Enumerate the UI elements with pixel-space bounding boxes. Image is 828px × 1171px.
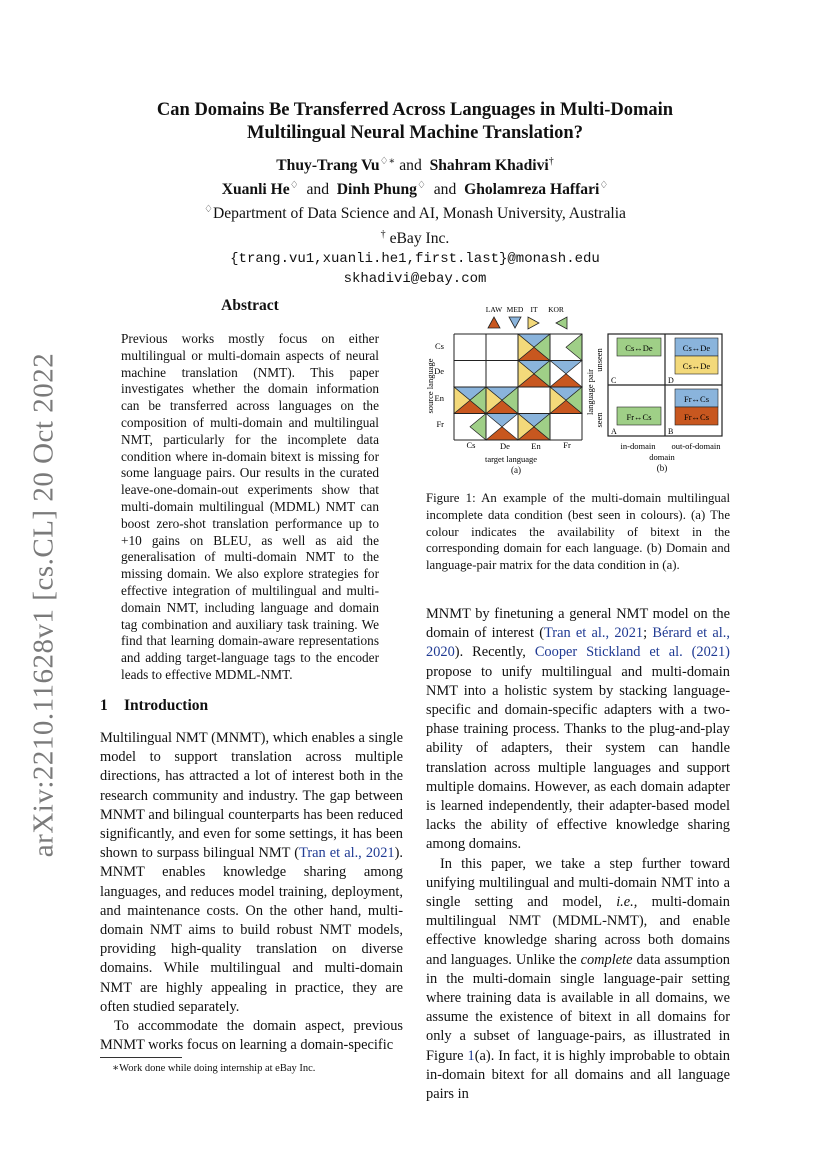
figure-1b <box>582 330 732 480</box>
figure-1a-grid <box>454 334 582 440</box>
figure-1b-xlabel-in-domain: in-domain <box>620 441 656 451</box>
col-label-de: De <box>500 441 510 451</box>
citation-tran-2021[interactable]: Tran et al., 2021 <box>299 845 395 862</box>
cell-b-item-2: Fr↔Cs <box>683 412 710 422</box>
row-label-en: En <box>434 393 444 403</box>
right-p1-sep: ; <box>643 625 653 642</box>
right-p1-text-c: propose to unify multilingual and multi-domain NMT into a holistic system by stacking language-specific and domain-specific adapters with a two-phase training process. Thanks to the plug-and-play ability of adapters, their system can handle translation across multiple languages and support multiple domains. However, as each domain adapter is learned independently, their adapter-based model lacks the ability of effective knowledge sharing among domains. <box>426 663 730 853</box>
cell-a-letter: A <box>611 427 617 436</box>
row-label-de: De <box>434 366 444 376</box>
author-haffari: Gholamreza Haffari <box>464 181 600 199</box>
cell-cs-fr-right-triangle <box>566 334 582 361</box>
legend-law: LAW <box>485 305 503 314</box>
right-paragraph-2 <box>426 855 730 1105</box>
legend-kor-triangle-icon <box>556 317 567 329</box>
footnote-rule <box>100 1057 182 1058</box>
citation-berard-2020[interactable]: Bérard et al., 2020 <box>426 625 730 661</box>
legend-it-triangle-icon <box>528 317 539 329</box>
cell-fr-de-down-triangle <box>486 414 518 427</box>
author-vu-mark: ♢∗ <box>379 156 396 167</box>
figure-1-caption: Figure 1: An example of the multi-domain multilingual incomplete data condition (best seen in colours). (a) The colour indicates the availability of bitext in the corresponding domain for each language. (b) Domain and language-pair matrix for the data condition in (a). <box>426 491 730 573</box>
figure-1b-xlabel-domain: domain <box>649 452 675 462</box>
intro-paragraph-2: To accommodate the domain aspect, previous MNMT works focus on learning a domain-specific <box>100 1018 403 1054</box>
figure-1b-ylabel-unseen: unseen <box>594 348 604 372</box>
right-p1-text-b: ). Recently, <box>454 644 535 661</box>
legend-law-triangle-icon <box>488 317 500 328</box>
figure-ref-1[interactable]: 1 <box>467 1047 475 1064</box>
abstract-text: Previous works mostly focus on either multilingual or multi-domain aspects of neural machine translation (NMT). This paper investigates whether the domain information can be transferred across languages on the composition of multi-domain and multilingual NMT, particularly for the incomplete data condition where in-domain bitext is missing for some language pairs. Our results in the curated leave-one-domain-out experiments show that multi-domain multilingual (MDML) NMT can boost zero-shot translation performance up to +10 gains on BLEU, as well as aid the generalisation of multi-domain NMT to the missing domain. We also explore strategies for effective integration of multilingual and multi-domain NMT, including language and domain tag combination and auxiliary task training. We find that learning domain-aware representations and adding target-language tags to the encoder leads to effective MDML-NMT. <box>121 331 379 682</box>
email-1[interactable]: {trang.vu1,xuanli.he1,first.last}@monash.edu <box>230 250 600 267</box>
affiliation-2-text: eBay Inc. <box>389 229 450 247</box>
affiliation-2-mark: † <box>380 228 386 240</box>
figure-1a <box>414 302 584 482</box>
legend-med: MED <box>506 305 524 314</box>
figure-1a-label: (a) <box>511 465 521 475</box>
cell-c-letter: C <box>611 376 617 385</box>
figure-1b-label: (b) <box>656 463 668 473</box>
intro-p1-text-a: Multilingual NMT (MNMT), which enables a single model to support translation across multiple directions, has attracted a lot of interest both in the research community and industry. The gap between MNMT and bilingual counterparts has been reduced significantly, and even for some settings, it has been shown to surpass bilingual NMT ( <box>100 730 403 862</box>
right-p1-text-a: MNMT by finetuning a general NMT model on the domain of interest ( <box>426 606 730 642</box>
cell-a-item-1: Fr↔Cs <box>626 412 652 422</box>
author-phung-mark: ♢ <box>416 180 426 192</box>
and-3: and <box>433 181 457 199</box>
col-label-en: En <box>531 441 541 451</box>
right-p2-text-a: In this paper, we take a step further toward unifying multilingual and multi-domain NMT into a single setting and model, <box>426 855 730 911</box>
title-line-2: Multilingual Neural Machine Translation? <box>247 123 583 143</box>
author-line-1 <box>100 152 730 176</box>
figure-1a-xlabel: target language <box>484 454 538 464</box>
author-haffari-mark: ♢ <box>599 180 609 192</box>
and-1: and <box>399 157 422 175</box>
col-label-cs: Cs <box>466 440 476 450</box>
section-title: Introduction <box>124 697 209 714</box>
cell-fr-de-up-triangle <box>486 427 518 440</box>
right-p2-text-b: multi-domain multilingual NMT (MDML-NMT), and enable effective knowledge sharing across both domains and languages. Unlike the <box>426 894 730 968</box>
intro-right-column <box>426 605 730 1104</box>
intro-left-column <box>100 729 403 1055</box>
figure-1a-legend <box>486 305 567 329</box>
author-khadivi: Shahram Khadivi <box>429 157 549 175</box>
intro-p1-text-b: ). MNMT enables knowledge sharing among languages, and reduces model training, deployment, and maintenance costs. On the other hand, multi-domain NMT aims to build robust NMT models, providing high-quality translation on diverse domains. While multilingual and multi-domain NMT are highly appealing in practice, they are often studied separately. <box>100 845 404 1015</box>
legend-it: IT <box>530 305 538 314</box>
figure-1a-ylabel: source language <box>425 358 435 414</box>
cell-d-letter: D <box>668 376 674 385</box>
row-label-cs: Cs <box>435 341 444 351</box>
arxiv-id: arXiv:2210.11628v1 [cs.CL] 20 Oct 2022 <box>27 352 60 858</box>
legend-med-triangle-icon <box>509 317 521 328</box>
right-p2-text-c: data assumption in the multi-domain single language-pair setting where training data is available in all domains, we assume the existence of bitext in all domains for only a subset of language-pairs, as illustrated in Figure <box>426 951 730 1064</box>
affiliation-1 <box>100 200 730 224</box>
row-label-fr: Fr <box>436 419 444 429</box>
figure-1b-svg <box>582 330 732 475</box>
right-p2-ie: i.e., <box>616 894 638 911</box>
cell-b-item-1: Fr↔Cs <box>683 394 710 404</box>
figure-1b-xlabel-out-of-domain: out-of-domain <box>671 441 721 451</box>
cell-b-letter: B <box>668 427 674 436</box>
legend-kor: KOR <box>548 305 564 314</box>
author-phung: Dinh Phung <box>336 181 417 199</box>
citation-tran-2021-b[interactable]: Tran et al., 2021 <box>544 625 644 642</box>
figure-1b-ylabel <box>585 347 604 427</box>
affiliation-1-text: Department of Data Science and AI, Monash University, Australia <box>212 205 626 223</box>
author-vu: Thuy-Trang Vu <box>276 157 380 175</box>
cell-de-fr-up-triangle <box>550 374 582 387</box>
intro-paragraph-1 <box>100 729 403 1017</box>
author-line-2 <box>100 176 730 200</box>
section-heading <box>100 697 208 715</box>
abstract-heading: Abstract <box>221 297 279 314</box>
email-2[interactable]: skhadivi@ebay.com <box>343 270 487 287</box>
col-label-fr: Fr <box>563 440 571 450</box>
cell-d-item-2: Cs↔De <box>682 361 711 371</box>
figure-1b-ylabel-seen: seen <box>594 412 604 428</box>
cell-d-item-1: Cs↔De <box>682 343 711 353</box>
author-khadivi-mark: † <box>548 156 554 167</box>
footnote: ∗Work done while doing internship at eBay Inc. <box>112 1063 316 1074</box>
figure-1b-ylabel-language-pair: language pair <box>585 368 595 416</box>
author-he-mark: ♢ <box>289 180 299 192</box>
affiliation-1-mark: ♢ <box>204 204 213 216</box>
right-p2-complete: complete <box>580 951 633 968</box>
author-block <box>100 152 730 289</box>
and-2: and <box>306 181 329 199</box>
affiliation-2 <box>100 225 730 249</box>
right-paragraph-1 <box>426 605 730 855</box>
cell-c-item-1: Cs↔De <box>625 343 653 353</box>
right-p2-text-d: (a). In fact, it is highly improbable to obtain in-domain bitext for all domains and all language pairs in <box>426 1047 731 1103</box>
cell-de-fr-down-triangle <box>550 361 582 374</box>
section-number: 1 <box>100 697 108 714</box>
author-he: Xuanli He <box>221 181 290 199</box>
cell-fr-cs-right-triangle <box>470 414 486 441</box>
arxiv-stamp <box>24 352 64 858</box>
title-line-1: Can Domains Be Transferred Across Languages in Multi-Domain <box>156 100 674 120</box>
paper-title <box>100 99 730 145</box>
citation-cooper-stickland-2021[interactable]: Cooper Stickland et al. (2021) <box>534 644 730 661</box>
figure-1a-svg <box>414 302 584 477</box>
